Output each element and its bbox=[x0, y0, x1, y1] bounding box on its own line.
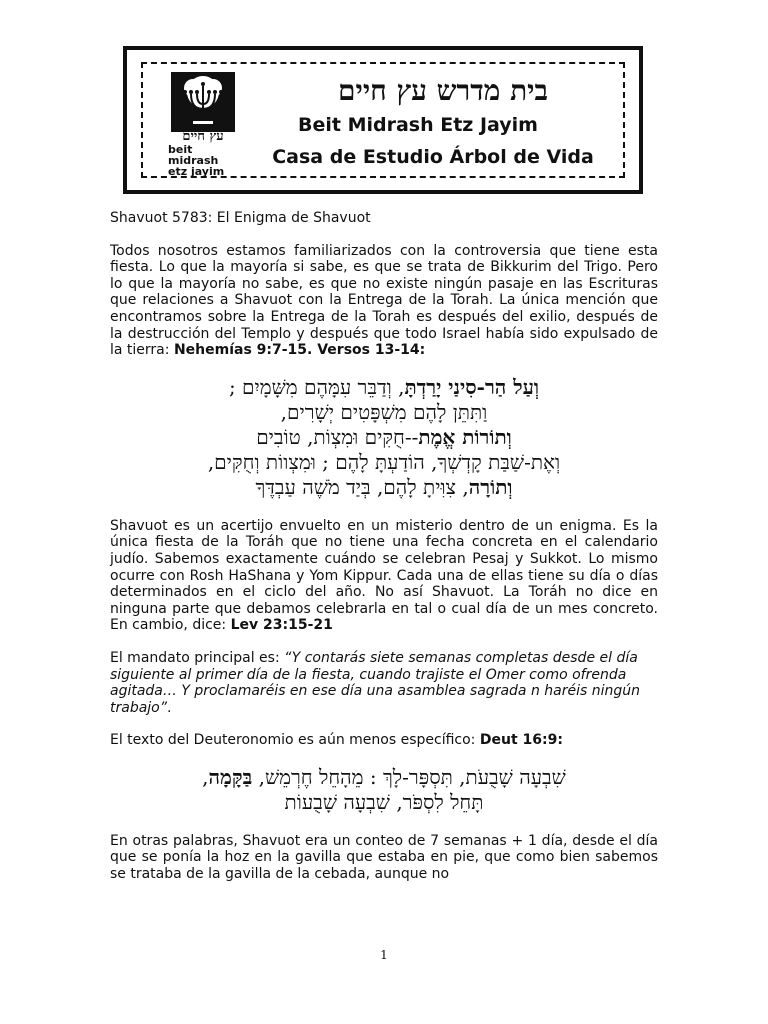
hebrew2-line-1-rest: שִׁבְעָה שָׁבֻעֹת, תִּסְפָּר-לָךְ : מֵהָחֵל חֶרְמֵשׁ, bbox=[252, 764, 566, 789]
hebrew2-line-1 bbox=[110, 765, 658, 790]
hebrew-line-5-rest: , צִוִּיתָ לָהֶם, בְּיַד מֹשֶׁה עַבְדֶּךָ bbox=[255, 474, 469, 499]
hebrew-line-1 bbox=[110, 375, 658, 400]
menorah-tree-icon bbox=[171, 72, 235, 132]
hebrew-verse-nehemias bbox=[110, 375, 658, 500]
scripture-reference-deuteronomio: Deut 16:9: bbox=[479, 732, 563, 749]
header-title-spanish: Casa de Estudio Árbol de Vida bbox=[272, 146, 594, 168]
hebrew-line-3-bold: וְתוֹרוֹת אֱמֶת bbox=[418, 424, 512, 449]
document-title: Shavuot 5783: El Enigma de Shavuot bbox=[110, 210, 371, 226]
logo-hebrew-text: עץ חיים bbox=[182, 129, 224, 144]
hebrew2-line-2: תָּחֵל לִסְפֹּר, שִׁבְעָה שָׁבֻעוֹת bbox=[284, 789, 484, 814]
paragraph-intro-text: Todos nosotros estamos familiarizados con la controversia que tiene esta fiesta. Lo que la mayoría si sabe, es que se trata de Bikkurim del Trigo. Pero lo que la mayoría no sabe, es que no existe ningún pasaje en las Escrituras que relaciones a Shavuot con la Entrega de la Torah. La única mención que encontramos sobre la Entrega de la Torah es después del exilio, después de la destrucción del Templo y después que todo Israel había sido expulsado de la tierra: bbox=[110, 242, 658, 359]
hebrew-verse-deuteronomio bbox=[110, 765, 658, 815]
hebrew-line-3-rest: --חֻקִּים וּמִצְוֹת, טוֹבִים bbox=[256, 424, 419, 449]
page-number: 1 bbox=[380, 948, 388, 962]
header-box bbox=[123, 46, 643, 194]
hebrew-line-4: וְאֶת-שַׁבַּת קָדְשְׁךָ, הוֹדַעְתָּ לָהֶם ; וּמִצְווֹת וְחֻקִּים, bbox=[207, 449, 561, 474]
hebrew-line-5-bold: וְתוֹרָה bbox=[468, 474, 513, 499]
header-inner-frame bbox=[141, 62, 625, 178]
logo-text-line-1: beit midrash bbox=[168, 143, 219, 167]
logo-text-line-2: etz jayim bbox=[168, 165, 225, 178]
paragraph-deuteronomio-text: El texto del Deuteronomio es aún menos específico: bbox=[110, 732, 480, 749]
paragraph-intro bbox=[110, 243, 658, 359]
header-title-english: Beit Midrash Etz Jayim bbox=[298, 114, 538, 136]
paragraph-enigma-text: Shavuot es un acertijo envuelto en un misterio dentro de un enigma. Es la única fiesta de la Toráh que no tiene una fecha concreta en el calendario judío. Sabemos exactamente cuándo se celebran Pesaj y Sukkot. Lo mismo ocurre con Rosh HaShana y Yom Kippur. Cada una de ellas tiene su día o días determinados en el ciclo del año. No así Shavuot. La Toráh no dice en ninguna parte que debamos celebrarla en tal o cual día de un mes concreto. En cambio, dice: bbox=[110, 517, 658, 634]
header-title-hebrew: בית מדרש עץ חיים bbox=[338, 74, 548, 107]
hebrew-line-1-rest: , וְדַבֵּר עִמָּהֶם מִשָּׁמָיִם ; bbox=[228, 374, 405, 399]
hebrew-line-3 bbox=[110, 425, 658, 450]
paragraph-mandato bbox=[110, 650, 658, 716]
paragraph-enigma bbox=[110, 518, 658, 634]
paragraph-deuteronomio bbox=[110, 732, 658, 749]
hebrew-line-1-bold: וְעַל הַר-סִינַי יָרַדְתָּ bbox=[404, 374, 540, 399]
hebrew2-line-1-end: , bbox=[202, 764, 209, 789]
hebrew2-line-1-bold: בַּקָּמָה bbox=[208, 764, 253, 789]
hebrew-line-2: וַתִּתֵּן לָהֶם מִשְׁפָּטִים יְשָׁרִים, bbox=[280, 399, 488, 424]
paragraph-mandato-quote: “Y contarás siete semanas completas desde el día siguiente al primer día de la fiesta, cuando trajiste el Omer como ofrenda agitada… Y proclamaréis en ese día una asamblea sagrada n haréis ningún trabajo” bbox=[110, 649, 640, 716]
paragraph-conteo: En otras palabras, Shavuot era un conteo de 7 semanas + 1 día, desde el día que se ponía la hoz en la gavilla que estaba en pie, que como bien sabemos se trataba de la gavilla de la cebada, aunque no bbox=[110, 832, 658, 883]
scripture-reference-nehemias: Nehemías 9:7-15. Versos 13-14: bbox=[173, 342, 426, 359]
document-body bbox=[110, 210, 658, 899]
paragraph-mandato-intro: El mandato principal es: bbox=[110, 649, 285, 666]
scripture-reference-levitico: Lev 23:15-21 bbox=[230, 617, 333, 634]
paragraph-mandato-end: . bbox=[167, 699, 172, 716]
logo bbox=[165, 72, 241, 180]
hebrew-line-5 bbox=[110, 475, 658, 500]
